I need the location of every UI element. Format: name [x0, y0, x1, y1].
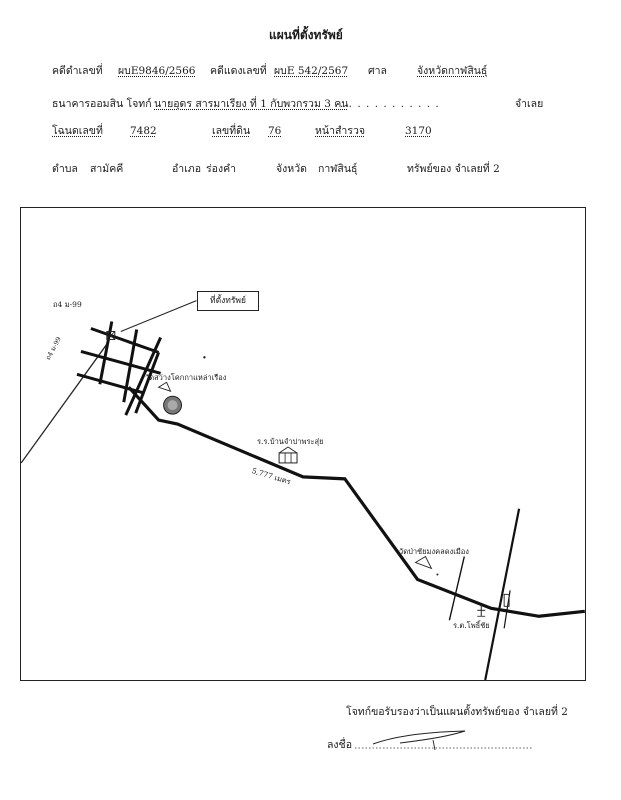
province-value: กาฬสินธุ์ [318, 163, 358, 175]
case-red-label: คดีแดงเลขที่ [210, 65, 267, 77]
land-value: 76 [268, 125, 282, 137]
defendant-label: จำเลย [515, 98, 544, 110]
case-black-value: ผบE9846/2566 [118, 65, 196, 77]
temple2-label: วัดป่าชัยมงคลดงเมือง [399, 547, 469, 556]
owner-text: ทรัพย์ของ จำเลยที่ 2 [407, 163, 500, 175]
district-value: ร่องคำ [206, 163, 236, 175]
page-title: แผนที่ตั้งทรัพย์ [269, 28, 343, 42]
sign-label: ลงชื่อ [327, 739, 352, 751]
survey-label: หน้าสำรวจ [315, 125, 365, 137]
school-label: ร.ร.บ้านจำปาพระสุ่ย [257, 437, 324, 446]
left-diagonal-road [21, 341, 109, 462]
right-vertical-road [485, 509, 519, 680]
signature-line [355, 730, 535, 752]
trailing-dots: . . . . . . . . . . . . [340, 98, 440, 110]
province-label: จังหวัด [276, 163, 307, 175]
court-label: ศาล [368, 65, 387, 77]
location-pointer-line [121, 301, 197, 332]
police-label: ร.ต.โพธิ์ชัย [453, 621, 490, 630]
temple1-label: วัดสว่างโคกกาแหล่าเรือง [145, 373, 227, 382]
plaintiff-text: ธนาคารออมสิน โจทก์ [52, 98, 152, 110]
location-label-box: ที่ตั้งทรัพย์ [197, 291, 259, 311]
subdistrict-label: ตำบล [52, 163, 78, 175]
road-code-label: ถ4 ม-99 [53, 300, 82, 309]
main-road [129, 387, 585, 616]
certify-text: โจทก์ขอรับรองว่าเป็นแผนตั้งทรัพย์ของ จำเลยที่ 2 [346, 706, 568, 718]
defendant-value: นายอุดร สารมาเรียง ที่ 1 กับพวกรวม 3 คน [154, 98, 349, 110]
deed-label: โฉนดเลขที่ [52, 125, 103, 137]
temple2-icon [416, 557, 432, 569]
land-label: เลขที่ดิน [212, 125, 251, 137]
case-red-value: ผบE 542/2567 [274, 65, 349, 77]
property-map [20, 207, 586, 681]
corner-road-label: ถ4 ม-99 [44, 335, 63, 362]
survey-value: 3170 [405, 125, 432, 137]
subdistrict-value: สามัคคี [90, 163, 124, 175]
court-value: จังหวัดกาฬสินธุ์ [417, 65, 488, 77]
district-label: อำเภอ [172, 163, 202, 175]
case-black-label: คดีดำเลขที่ [52, 65, 103, 77]
secondary-road [449, 557, 464, 621]
distance-label: 5,777 เมตร [250, 466, 292, 487]
temple1-icon [159, 382, 171, 391]
deed-value: 7482 [130, 125, 157, 137]
school-icon [279, 453, 297, 463]
